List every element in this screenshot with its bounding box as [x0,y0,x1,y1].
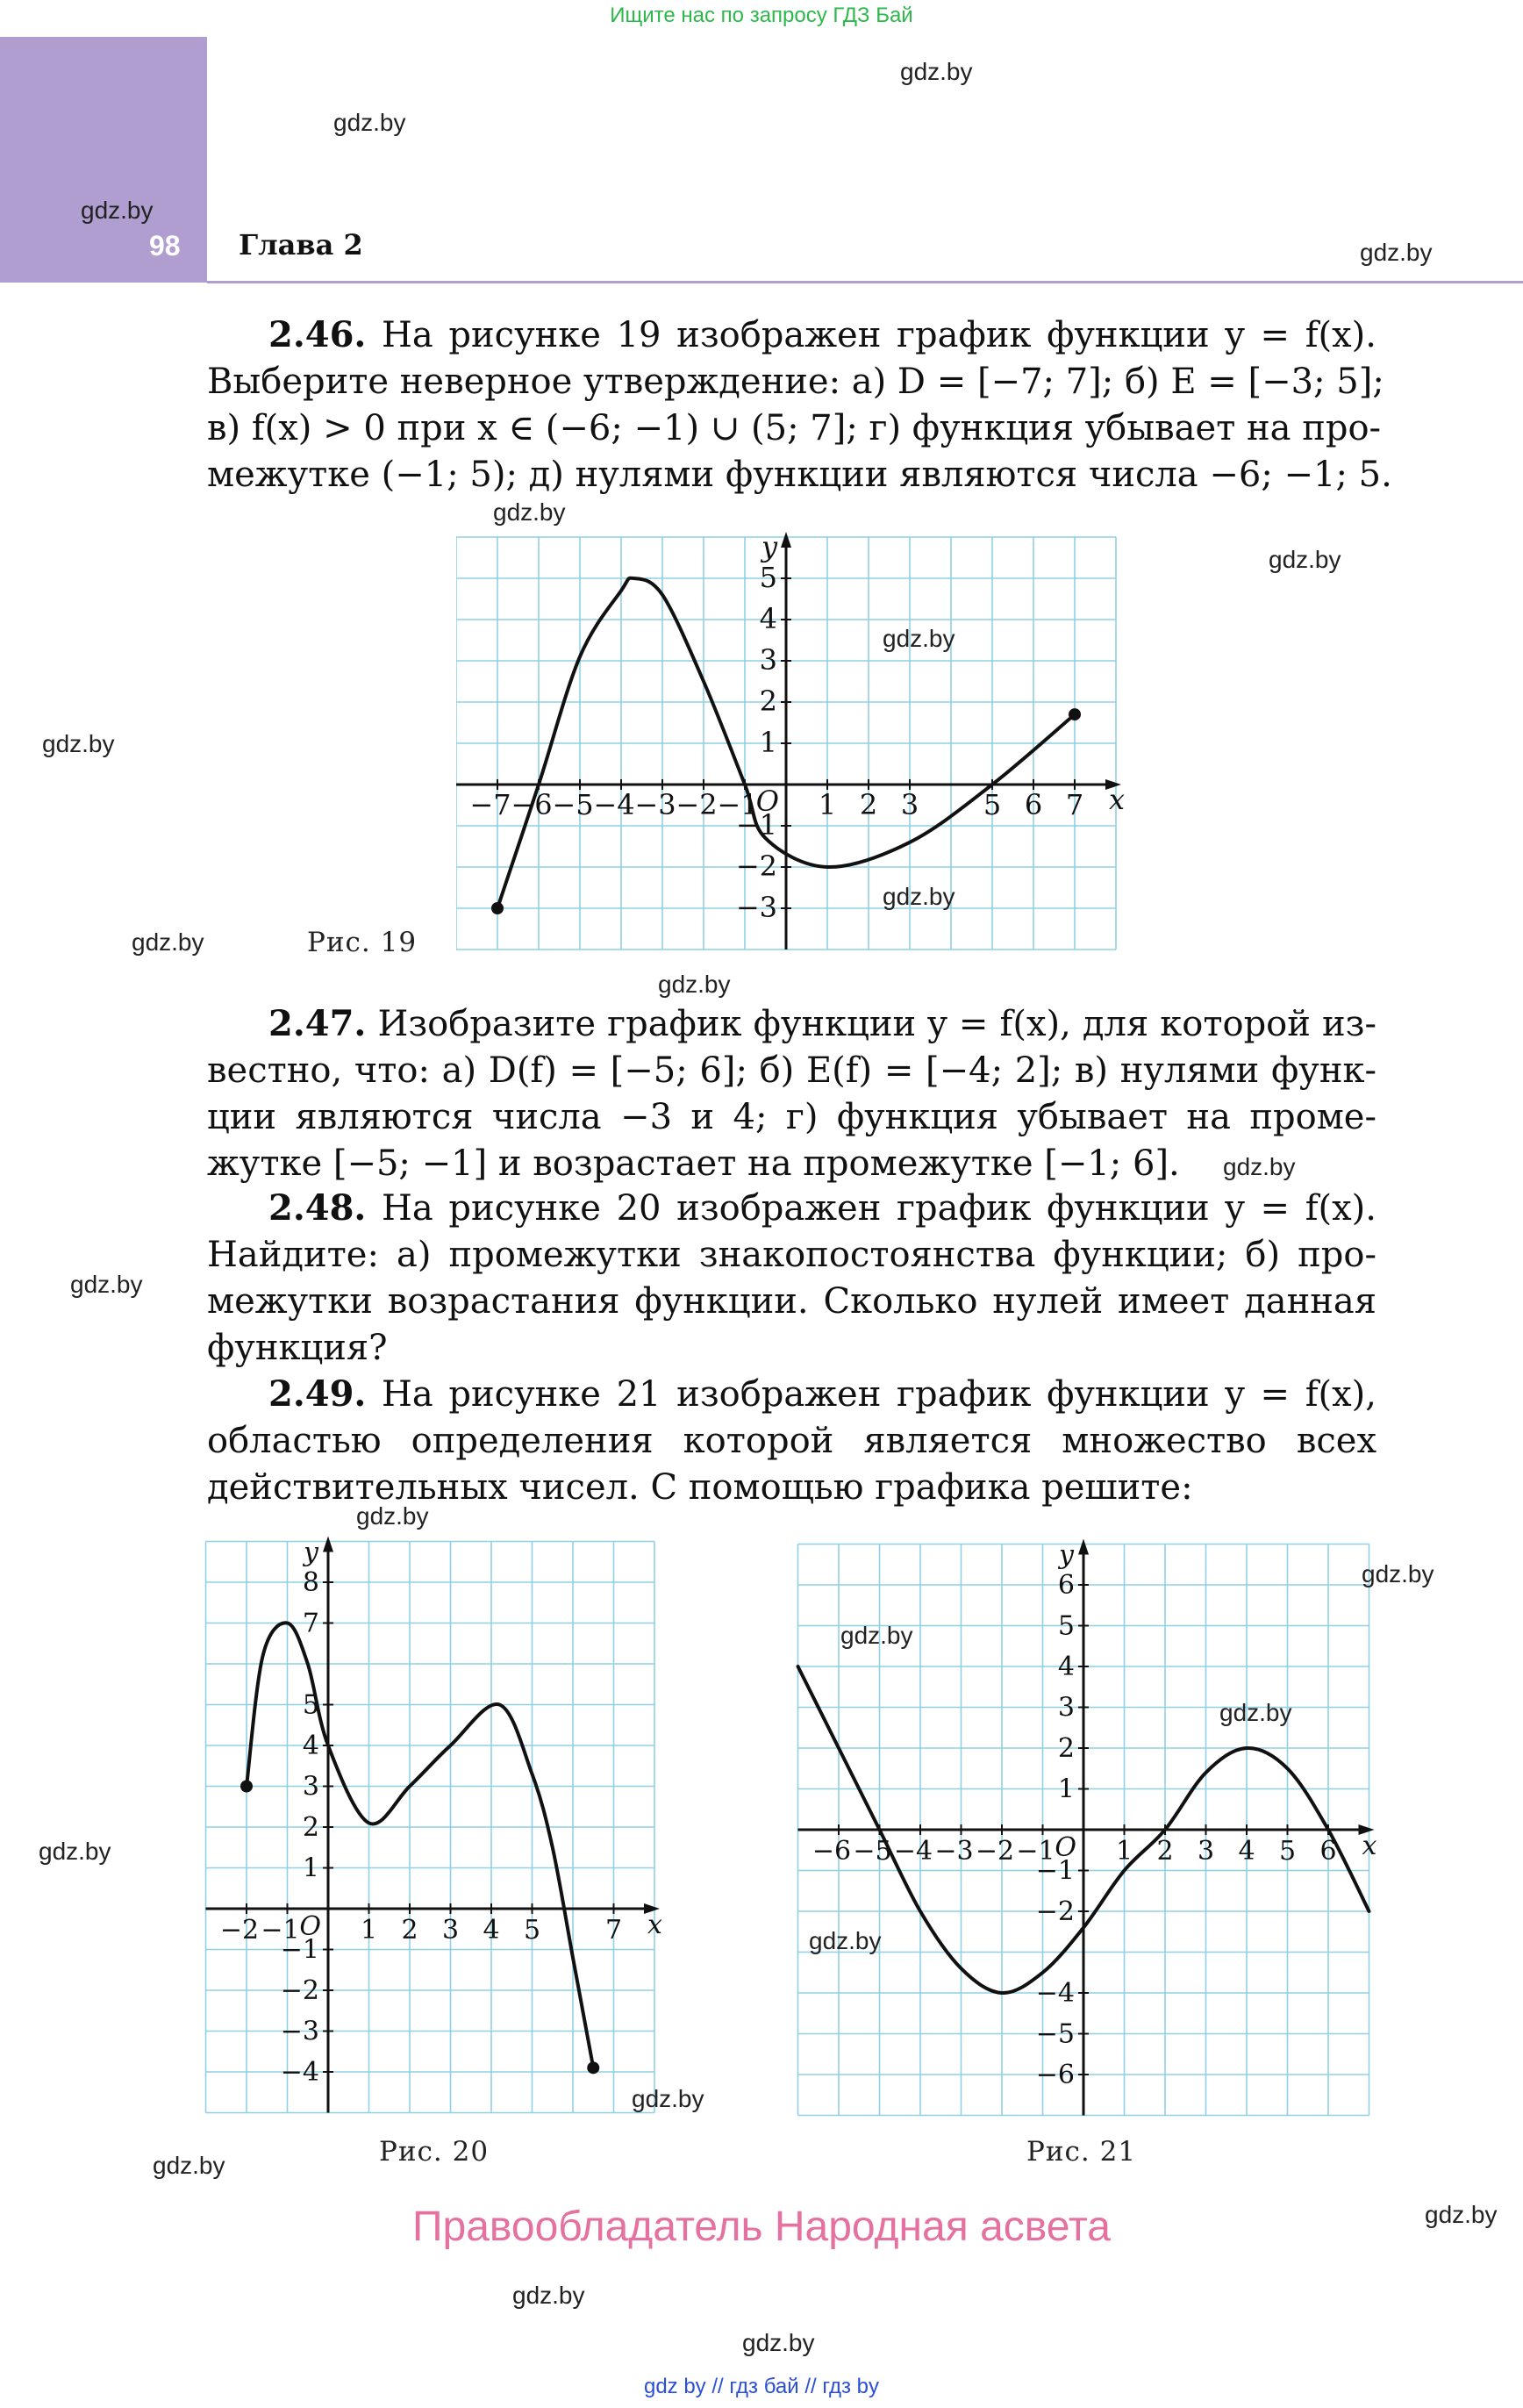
y-axis-arrow [323,1537,333,1552]
watermark: gdz.by [1219,1699,1292,1726]
x-tick-label: −5 [853,1836,892,1867]
problem-number: 2.49. [268,1373,367,1415]
y-tick-label: −3 [280,2016,319,2047]
figure-20-graph [200,1531,674,2119]
problem-text: На рисунке 21 изображен график функции y = f(x), [366,1374,1376,1415]
watermark: gdz.by [1362,1560,1434,1587]
x-tick-label: −4 [593,788,635,821]
x-tick-label: 7 [604,1915,623,1946]
y-tick-label: 8 [302,1567,319,1598]
x-tick-label: 2 [859,788,878,821]
problem-number: 2.47. [268,1003,367,1044]
problem-line: жутке [−5; −1] и возрастает на промежутке [−1; 6]. [207,1143,1180,1184]
x-tick-label: −4 [893,1836,933,1867]
watermark: gdz.by [1360,239,1433,266]
x-tick-label: 3 [441,1915,460,1946]
y-tick-label: 4 [1057,1652,1075,1682]
y-tick-label: −6 [1035,2060,1075,2090]
y-tick-label: −5 [1035,2018,1075,2050]
y-tick-label: 2 [302,1812,319,1843]
x-tick-label: 1 [360,1915,378,1946]
y-tick-label: 3 [302,1771,319,1802]
watermark: gdz.by [153,2152,225,2179]
watermark: gdz.by [632,2085,704,2112]
y-axis-label: y [1059,1539,1074,1571]
watermark: gdz.by [333,109,406,136]
x-tick-label: −3 [934,1836,974,1867]
figure-21-graph [790,1531,1386,2119]
x-tick-label: 1 [1115,1836,1133,1867]
watermark: gdz.by [900,58,973,85]
problem-2-47 [207,1000,1376,1187]
y-axis-arrow [781,532,791,548]
problem-line: действительных чисел. С помощью графика решите: [207,1467,1193,1508]
endpoint-dot [587,2061,599,2074]
figure-20-caption: Рис. 20 [379,2136,490,2168]
watermark: gdz.by [512,2282,585,2309]
problem-text: На рисунке 20 изображен график функции y = f(x). [366,1188,1376,1229]
y-tick-label: 1 [302,1853,319,1884]
y-tick-label: −2 [1035,1896,1075,1927]
chapter-title: Глава 2 [239,228,363,262]
y-tick-label: 2 [759,684,777,718]
x-tick-label: 2 [401,1915,418,1946]
problem-line [207,1000,1376,1048]
problem-line: в) f(x) > 0 при x ∈ (−6; −1) ∪ (5; 7]; г) функция убывает на про- [207,408,1382,448]
problem-line [207,1185,1376,1232]
y-tick-label: 1 [1057,1774,1075,1805]
x-axis-label: x [647,1910,662,1940]
x-tick-label: 6 [1024,788,1043,821]
watermark: gdz.by [658,971,731,998]
problem-line [207,1371,1376,1418]
y-tick-label: 4 [759,602,777,635]
endpoint-dot [240,1781,253,1793]
problem-line: ции являются числа −3 и 4; г) функция убывает на проме- [207,1097,1376,1137]
y-tick-label: −1 [280,1934,319,1966]
problem-line: вестно, что: а) D(f) = [−5; 6]; б) E(f) = [−4; 2]; в) нулями функ- [207,1050,1376,1091]
figure-21-caption: Рис. 21 [1026,2136,1137,2168]
x-tick-label: 2 [1156,1836,1174,1867]
x-tick-label: 5 [523,1915,541,1946]
x-tick-label: −2 [676,788,718,821]
copyright-owner: Правообладатель Народная асвета [412,2204,1111,2250]
problem-text: Изобразите график функции y = f(x), для которой из- [366,1004,1376,1044]
x-tick-label: 5 [983,788,1002,821]
origin-label: O [1055,1832,1076,1863]
x-axis-label: x [1109,783,1126,816]
problem-number: 2.48. [268,1187,367,1229]
x-axis-label: x [1362,1831,1377,1861]
problem-line: Выберите неверное утверждение: а) D = [−7; 7]; б) E = [−3; 5]; [207,362,1384,402]
watermark: gdz.by [1425,2201,1498,2228]
y-tick-label: −2 [735,849,777,883]
watermark: gdz.by [883,625,955,652]
endpoint-dot [491,902,504,914]
x-tick-label: −2 [975,1836,1015,1867]
footer-links[interactable]: gdz by // гдз бай // гдз by [643,2375,880,2398]
y-tick-label: 6 [1057,1570,1075,1601]
y-tick-label: −4 [280,2057,319,2088]
y-tick-label: −2 [280,1975,319,2006]
y-tick-label: 1 [759,726,777,759]
problem-line: областью определения которой является множество всех [207,1421,1376,1461]
y-tick-label: 2 [1057,1733,1075,1764]
y-tick-label: −1 [735,808,777,842]
y-tick-label: 3 [1057,1692,1075,1724]
problem-2-48 [207,1185,1376,1372]
x-tick-label: 3 [1197,1836,1215,1867]
x-tick-label: −7 [469,788,511,821]
x-tick-label: 6 [1319,1836,1337,1867]
x-tick-label: 4 [483,1915,500,1946]
watermark: gdz.by [1269,546,1341,573]
figure-19-graph [456,527,1132,965]
endpoint-dot [1069,708,1081,720]
watermark: gdz.by [42,730,115,757]
x-tick-label: −6 [511,788,553,821]
watermark: gdz.by [809,1927,882,1954]
watermark: gdz.by [840,1622,913,1649]
watermark: gdz.by [1223,1153,1296,1180]
problem-2-49 [207,1371,1376,1511]
x-tick-label: −6 [812,1836,852,1867]
problem-line: межутки возрастания функции. Сколько нулей имеет данная [207,1281,1376,1322]
y-tick-label: 3 [759,643,777,677]
y-axis-label: y [762,530,778,563]
watermark: gdz.by [356,1502,429,1530]
watermark: gdz.by [742,2329,815,2356]
x-tick-label: 1 [818,788,837,821]
watermark: gdz.by [81,197,154,224]
x-tick-label: 4 [1238,1836,1255,1867]
watermark: gdz.by [493,498,566,526]
x-tick-label: −2 [219,1915,260,1946]
problem-text: На рисунке 19 изображен график функции y = f(x). [366,315,1376,355]
y-axis-label: y [304,1537,318,1568]
x-tick-label: 5 [1278,1836,1297,1867]
figure-19-caption: Рис. 19 [307,927,418,958]
origin-label: O [299,1911,321,1942]
header-rule [207,281,1523,283]
y-axis-arrow [1078,1539,1089,1555]
page-number: 98 [149,230,181,262]
x-tick-label: −5 [552,788,594,821]
y-tick-label: −4 [1035,1978,1075,2009]
x-tick-label: −1 [717,788,759,821]
x-tick-label: 3 [900,788,919,821]
problem-2-46 [207,312,1392,498]
x-tick-label: −3 [634,788,676,821]
y-tick-label: 5 [1057,1610,1075,1642]
problem-line: межутке (−1; 5); д) нулями функции являются числа −6; −1; 5. [207,455,1392,495]
watermark: gdz.by [39,1838,111,1865]
problem-line: Найдите: а) промежутки знакопостоянства функции; б) про- [207,1235,1376,1275]
origin-label: O [755,785,779,818]
watermark: gdz.by [883,883,955,910]
y-tick-label: 5 [302,1689,319,1721]
problem-line [207,312,1376,359]
x-tick-label: −1 [261,1915,300,1946]
problem-number: 2.46. [268,314,367,355]
y-tick-label: −3 [735,891,777,924]
problem-line: функция? [207,1328,388,1368]
y-tick-label: −1 [1035,1855,1075,1887]
watermark: gdz.by [132,928,204,956]
y-tick-label: 4 [302,1731,319,1761]
x-tick-label: −1 [1016,1836,1055,1867]
y-tick-label: 5 [759,561,777,594]
top-banner[interactable]: Ищите нас по запросу ГДЗ Бай [610,4,913,27]
x-tick-label: 7 [1065,788,1084,821]
y-tick-label: 7 [302,1608,319,1639]
watermark: gdz.by [70,1271,143,1298]
